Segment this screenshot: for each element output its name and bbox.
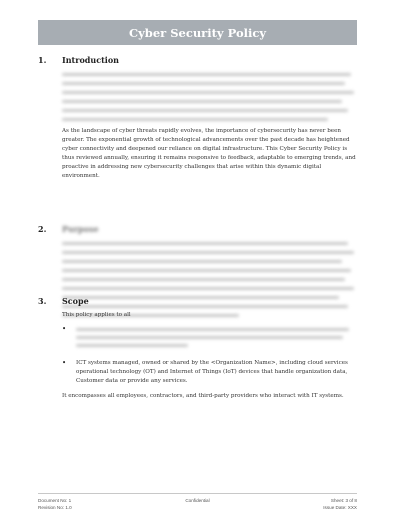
scope-intro: This policy applies to all	[62, 312, 131, 318]
bullet-text: ICT systems managed, owned or shared by the <Organization Name>, including cloud services operational technology (OT) and Internet of Things (IoT) devices that handle organization data, Customer data or provide any services.	[76, 360, 348, 385]
bullet-icon: •	[62, 325, 67, 334]
blurred-bullet-text	[76, 325, 357, 352]
section-title: Introduction	[62, 55, 119, 65]
list-item	[62, 359, 357, 386]
section-title: Purpose	[62, 224, 99, 234]
section-scope	[38, 296, 357, 401]
section-number: 3.	[38, 296, 47, 306]
section-number: 2.	[38, 224, 47, 234]
issue-date: Issue Date: XXX	[323, 505, 357, 510]
scope-closing: It encompasses all employees, contractors, and third-party providers who interact with IT systems.	[62, 393, 344, 400]
page-title: Cyber Security Policy	[38, 20, 357, 45]
blurred-paragraph	[62, 73, 357, 121]
sheet-number: Sheet: 3 of 8	[330, 498, 357, 503]
introduction-paragraph: As the landscape of cyber threats rapidly evolves, the importance of cybersecurity has never been greater. The exponential growth of technological advancements over the past decade has heightened cyber connectivity and deepened our reliance on digital infrastructure. This Cyber Security Policy is thus reviewed annually, ensuring it remains responsive to feedback, adaptable to emerging trends, and proactive in addressing new cybersecurity challenges that arise within this dynamic digital environment.	[62, 128, 356, 180]
classification-label: Confidential	[185, 498, 210, 503]
page-footer	[38, 493, 357, 511]
revision-number: Revision No: 1.0	[38, 505, 72, 510]
bullet-icon: •	[62, 359, 67, 368]
section-number: 1.	[38, 55, 47, 65]
section-title: Scope	[62, 296, 89, 306]
list-item	[62, 325, 357, 352]
document-number: Document No: 1	[38, 498, 72, 503]
section-introduction	[38, 55, 357, 182]
